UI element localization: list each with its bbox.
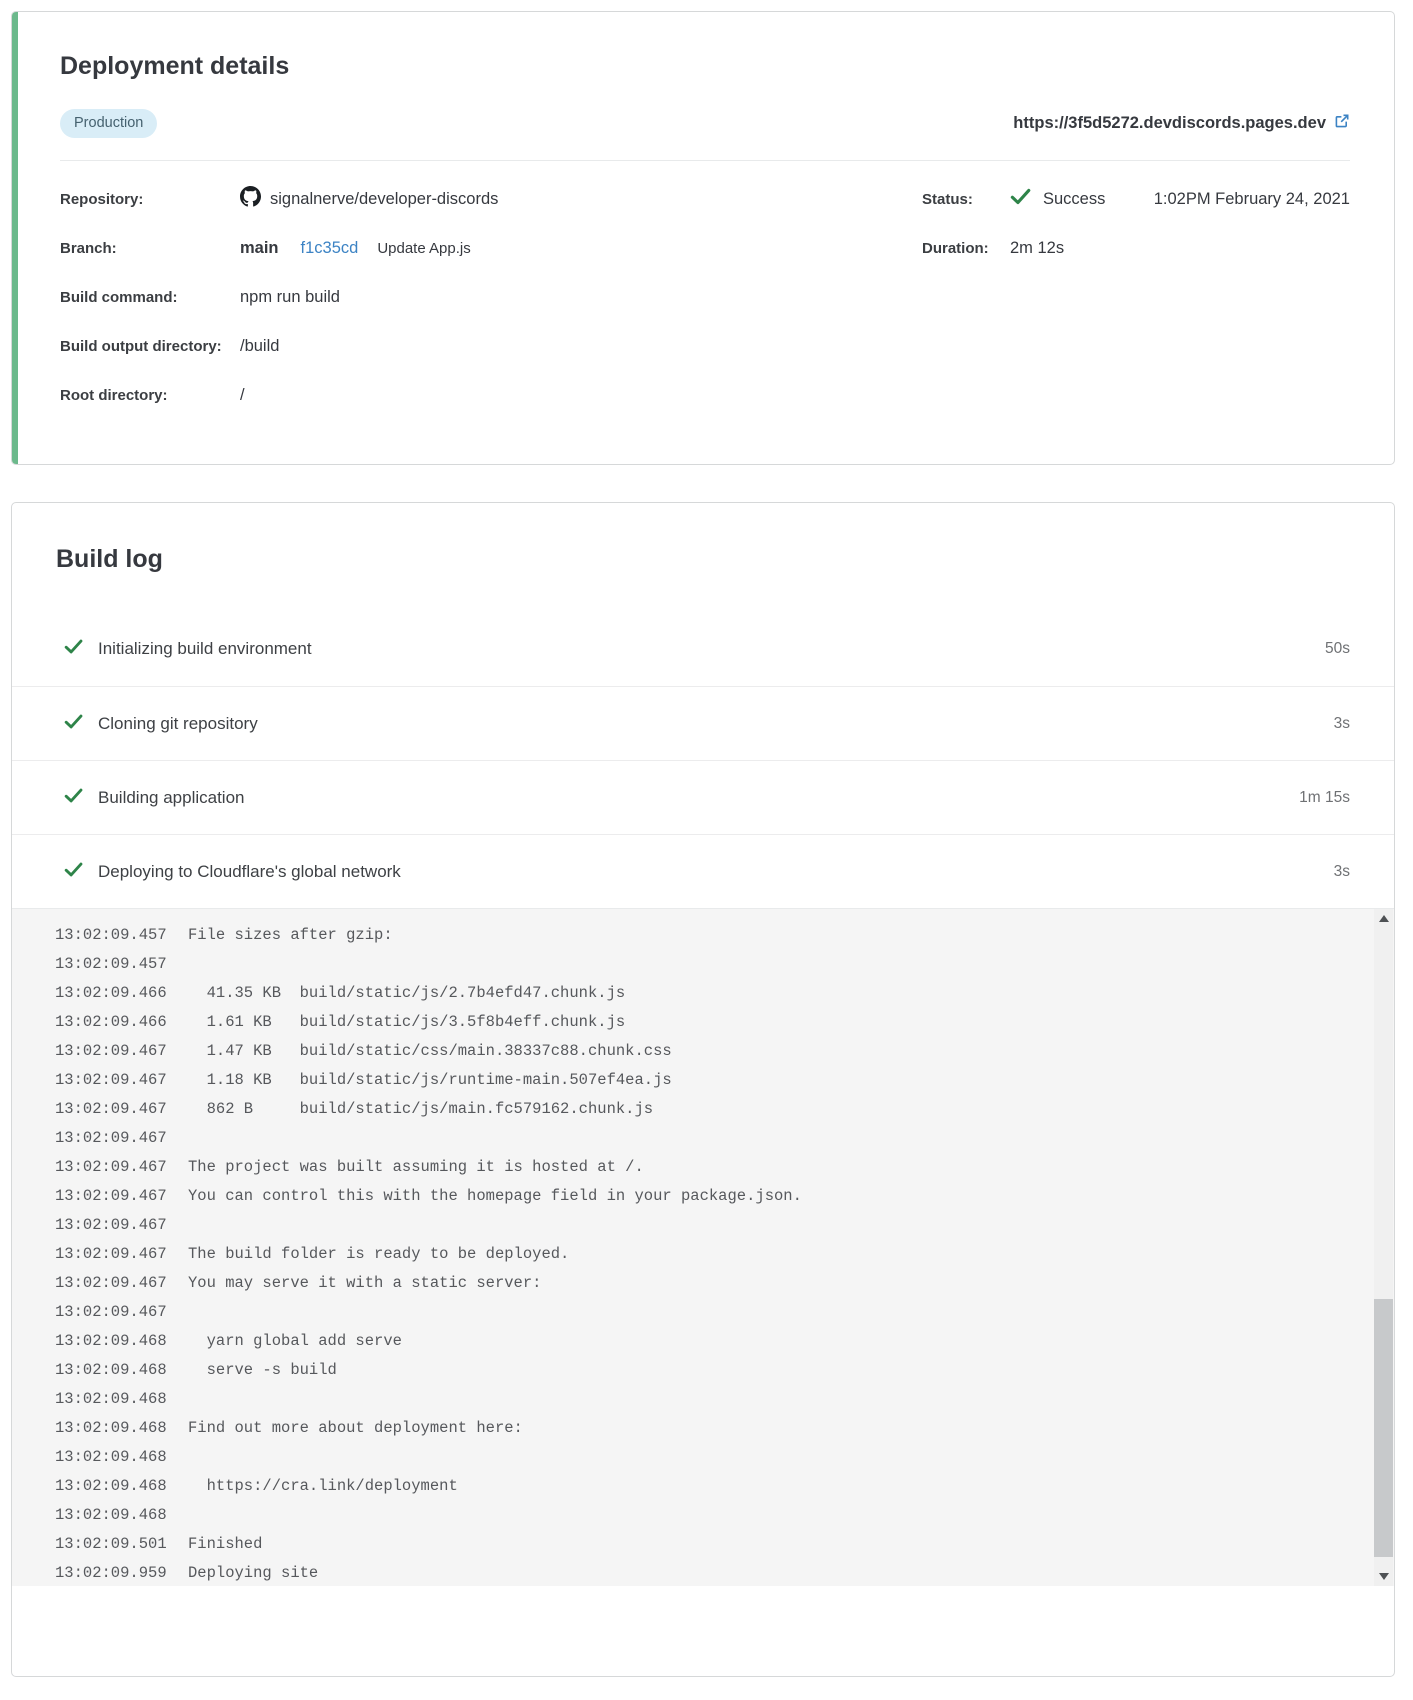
build-stage-row[interactable] xyxy=(12,686,1394,760)
stage-check-icon xyxy=(64,786,83,810)
environment-badge: Production xyxy=(60,109,157,138)
log-line xyxy=(55,1356,1394,1385)
log-line xyxy=(55,1037,1394,1066)
external-link-icon xyxy=(1334,113,1350,134)
log-line xyxy=(55,1269,1394,1298)
status-value: Success xyxy=(1043,189,1106,208)
build-stages-list xyxy=(12,612,1394,908)
log-line xyxy=(55,1008,1394,1037)
scrollbar-up-arrow-icon[interactable] xyxy=(1374,909,1393,928)
build-command-value: npm run build xyxy=(240,287,340,306)
stage-label: Deploying to Cloudflare's global network xyxy=(98,861,401,881)
log-timestamp: 13:02:09.468 xyxy=(55,1390,167,1408)
commit-message: Update App.js xyxy=(377,239,471,257)
log-line xyxy=(55,1240,1394,1269)
log-message: serve -s build xyxy=(188,1361,337,1379)
stage-check-icon xyxy=(64,860,83,884)
log-timestamp: 13:02:09.467 xyxy=(55,1274,167,1292)
log-line xyxy=(55,1211,1394,1240)
stage-duration: 3s xyxy=(1333,714,1350,732)
log-timestamp: 13:02:09.468 xyxy=(55,1506,167,1524)
log-message: Find out more about deployment here: xyxy=(188,1419,523,1437)
log-line xyxy=(55,1066,1394,1095)
log-message: Deploying site xyxy=(188,1564,319,1582)
header-divider xyxy=(60,160,1350,161)
log-line xyxy=(55,1124,1394,1153)
log-timestamp: 13:02:09.457 xyxy=(55,955,167,973)
log-message: You can control this with the homepage field in your package.json. xyxy=(188,1187,802,1205)
repository-link[interactable] xyxy=(240,186,498,212)
log-line xyxy=(55,1501,1394,1530)
build-log-title: Build log xyxy=(56,545,163,573)
branch-name: main xyxy=(240,238,279,257)
branch-row xyxy=(60,235,922,262)
build-output-directory-row xyxy=(60,333,922,360)
log-timestamp: 13:02:09.959 xyxy=(55,1564,167,1582)
log-timestamp: 13:02:09.467 xyxy=(55,1071,167,1089)
status-label: Status: xyxy=(922,190,973,208)
log-line xyxy=(55,1095,1394,1124)
deployment-details-title: Deployment details xyxy=(60,52,290,80)
log-line xyxy=(55,1472,1394,1501)
log-line xyxy=(55,1414,1394,1443)
log-message: File sizes after gzip: xyxy=(188,926,393,944)
log-timestamp: 13:02:09.468 xyxy=(55,1361,167,1379)
log-line xyxy=(55,1327,1394,1356)
build-stage-row[interactable] xyxy=(12,760,1394,834)
log-scrollbar[interactable] xyxy=(1374,909,1393,1586)
build-log-output[interactable] xyxy=(12,908,1394,1586)
root-directory-value: / xyxy=(240,385,245,404)
build-command-row xyxy=(60,284,922,311)
log-timestamp: 13:02:09.467 xyxy=(55,1129,167,1147)
log-timestamp: 13:02:09.457 xyxy=(55,926,167,944)
build-log-card xyxy=(11,502,1395,1677)
stage-label: Cloning git repository xyxy=(98,713,258,733)
branch-label: Branch: xyxy=(60,239,117,257)
log-timestamp: 13:02:09.501 xyxy=(55,1535,167,1553)
log-line xyxy=(55,1182,1394,1211)
scrollbar-down-arrow-icon[interactable] xyxy=(1374,1567,1393,1586)
log-message: The build folder is ready to be deployed. xyxy=(188,1245,570,1263)
log-timestamp: 13:02:09.467 xyxy=(55,1042,167,1060)
log-message: 1.18 KB build/static/js/runtime-main.507ef4ea.js xyxy=(188,1071,672,1089)
log-timestamp: 13:02:09.467 xyxy=(55,1216,167,1234)
log-message: 862 B build/static/js/main.fc579162.chunk.js xyxy=(188,1100,654,1118)
log-lines xyxy=(55,921,1394,1588)
stage-duration: 50s xyxy=(1325,640,1350,657)
log-line xyxy=(55,950,1394,979)
log-timestamp: 13:02:09.466 xyxy=(55,984,167,1002)
duration-value: 2m 12s xyxy=(1010,238,1065,257)
stage-duration: 3s xyxy=(1333,862,1350,880)
log-timestamp: 13:02:09.468 xyxy=(55,1477,167,1495)
stage-check-icon xyxy=(64,712,83,736)
success-check-icon xyxy=(1010,186,1031,212)
log-timestamp: 13:02:09.467 xyxy=(55,1245,167,1263)
duration-label: Duration: xyxy=(922,239,989,257)
log-timestamp: 13:02:09.467 xyxy=(55,1158,167,1176)
log-line xyxy=(55,1385,1394,1414)
commit-hash-link[interactable]: f1c35cd xyxy=(300,238,359,257)
stage-label: Initializing build environment xyxy=(98,639,312,658)
log-timestamp: 13:02:09.467 xyxy=(55,1100,167,1118)
log-timestamp: 13:02:09.467 xyxy=(55,1303,167,1321)
log-message: 1.47 KB build/static/css/main.38337c88.chunk.css xyxy=(188,1042,672,1060)
log-line xyxy=(55,1530,1394,1559)
log-timestamp: 13:02:09.466 xyxy=(55,1013,167,1031)
log-message: yarn global add serve xyxy=(188,1332,402,1350)
log-line xyxy=(55,979,1394,1008)
log-message: 1.61 KB build/static/js/3.5f8b4eff.chunk.js xyxy=(188,1013,626,1031)
log-message: Finished xyxy=(188,1535,263,1553)
duration-row xyxy=(922,235,1350,262)
repository-label: Repository: xyxy=(60,190,144,208)
log-line xyxy=(55,1298,1394,1327)
log-message: 41.35 KB build/static/js/2.7b4efd47.chunk.js xyxy=(188,984,626,1002)
log-timestamp: 13:02:09.468 xyxy=(55,1419,167,1437)
deployment-details-card xyxy=(11,11,1395,465)
repository-name: signalnerve/developer-discords xyxy=(270,189,499,208)
status-row xyxy=(922,186,1350,213)
log-timestamp: 13:02:09.468 xyxy=(55,1448,167,1466)
build-output-directory-value: /build xyxy=(240,336,280,355)
status-timestamp: 1:02PM February 24, 2021 xyxy=(1153,189,1350,208)
success-accent-bar xyxy=(12,12,18,464)
stage-label: Building application xyxy=(98,787,245,807)
log-message: https://cra.link/deployment xyxy=(188,1477,458,1495)
root-directory-label: Root directory: xyxy=(60,386,168,404)
repository-row xyxy=(60,186,922,213)
build-stage-row[interactable] xyxy=(12,834,1394,908)
log-line xyxy=(55,1153,1394,1182)
log-message: You may serve it with a static server: xyxy=(188,1274,542,1292)
log-line xyxy=(55,921,1394,950)
stage-check-icon xyxy=(64,637,83,661)
scrollbar-thumb[interactable] xyxy=(1374,1299,1393,1557)
stage-duration: 1m 15s xyxy=(1299,788,1350,806)
log-line xyxy=(55,1559,1394,1588)
log-message: The project was built assuming it is hosted at /. xyxy=(188,1158,644,1176)
log-timestamp: 13:02:09.467 xyxy=(55,1187,167,1205)
github-icon xyxy=(240,186,261,212)
build-command-label: Build command: xyxy=(60,288,178,306)
root-directory-row xyxy=(60,382,922,409)
build-output-directory-label: Build output directory: xyxy=(60,337,222,355)
deployment-url-text: https://3f5d5272.devdiscords.pages.dev xyxy=(1013,113,1326,132)
deployment-url-link[interactable] xyxy=(1013,113,1350,134)
log-timestamp: 13:02:09.468 xyxy=(55,1332,167,1350)
build-stage-row[interactable] xyxy=(12,612,1394,686)
log-line xyxy=(55,1443,1394,1472)
